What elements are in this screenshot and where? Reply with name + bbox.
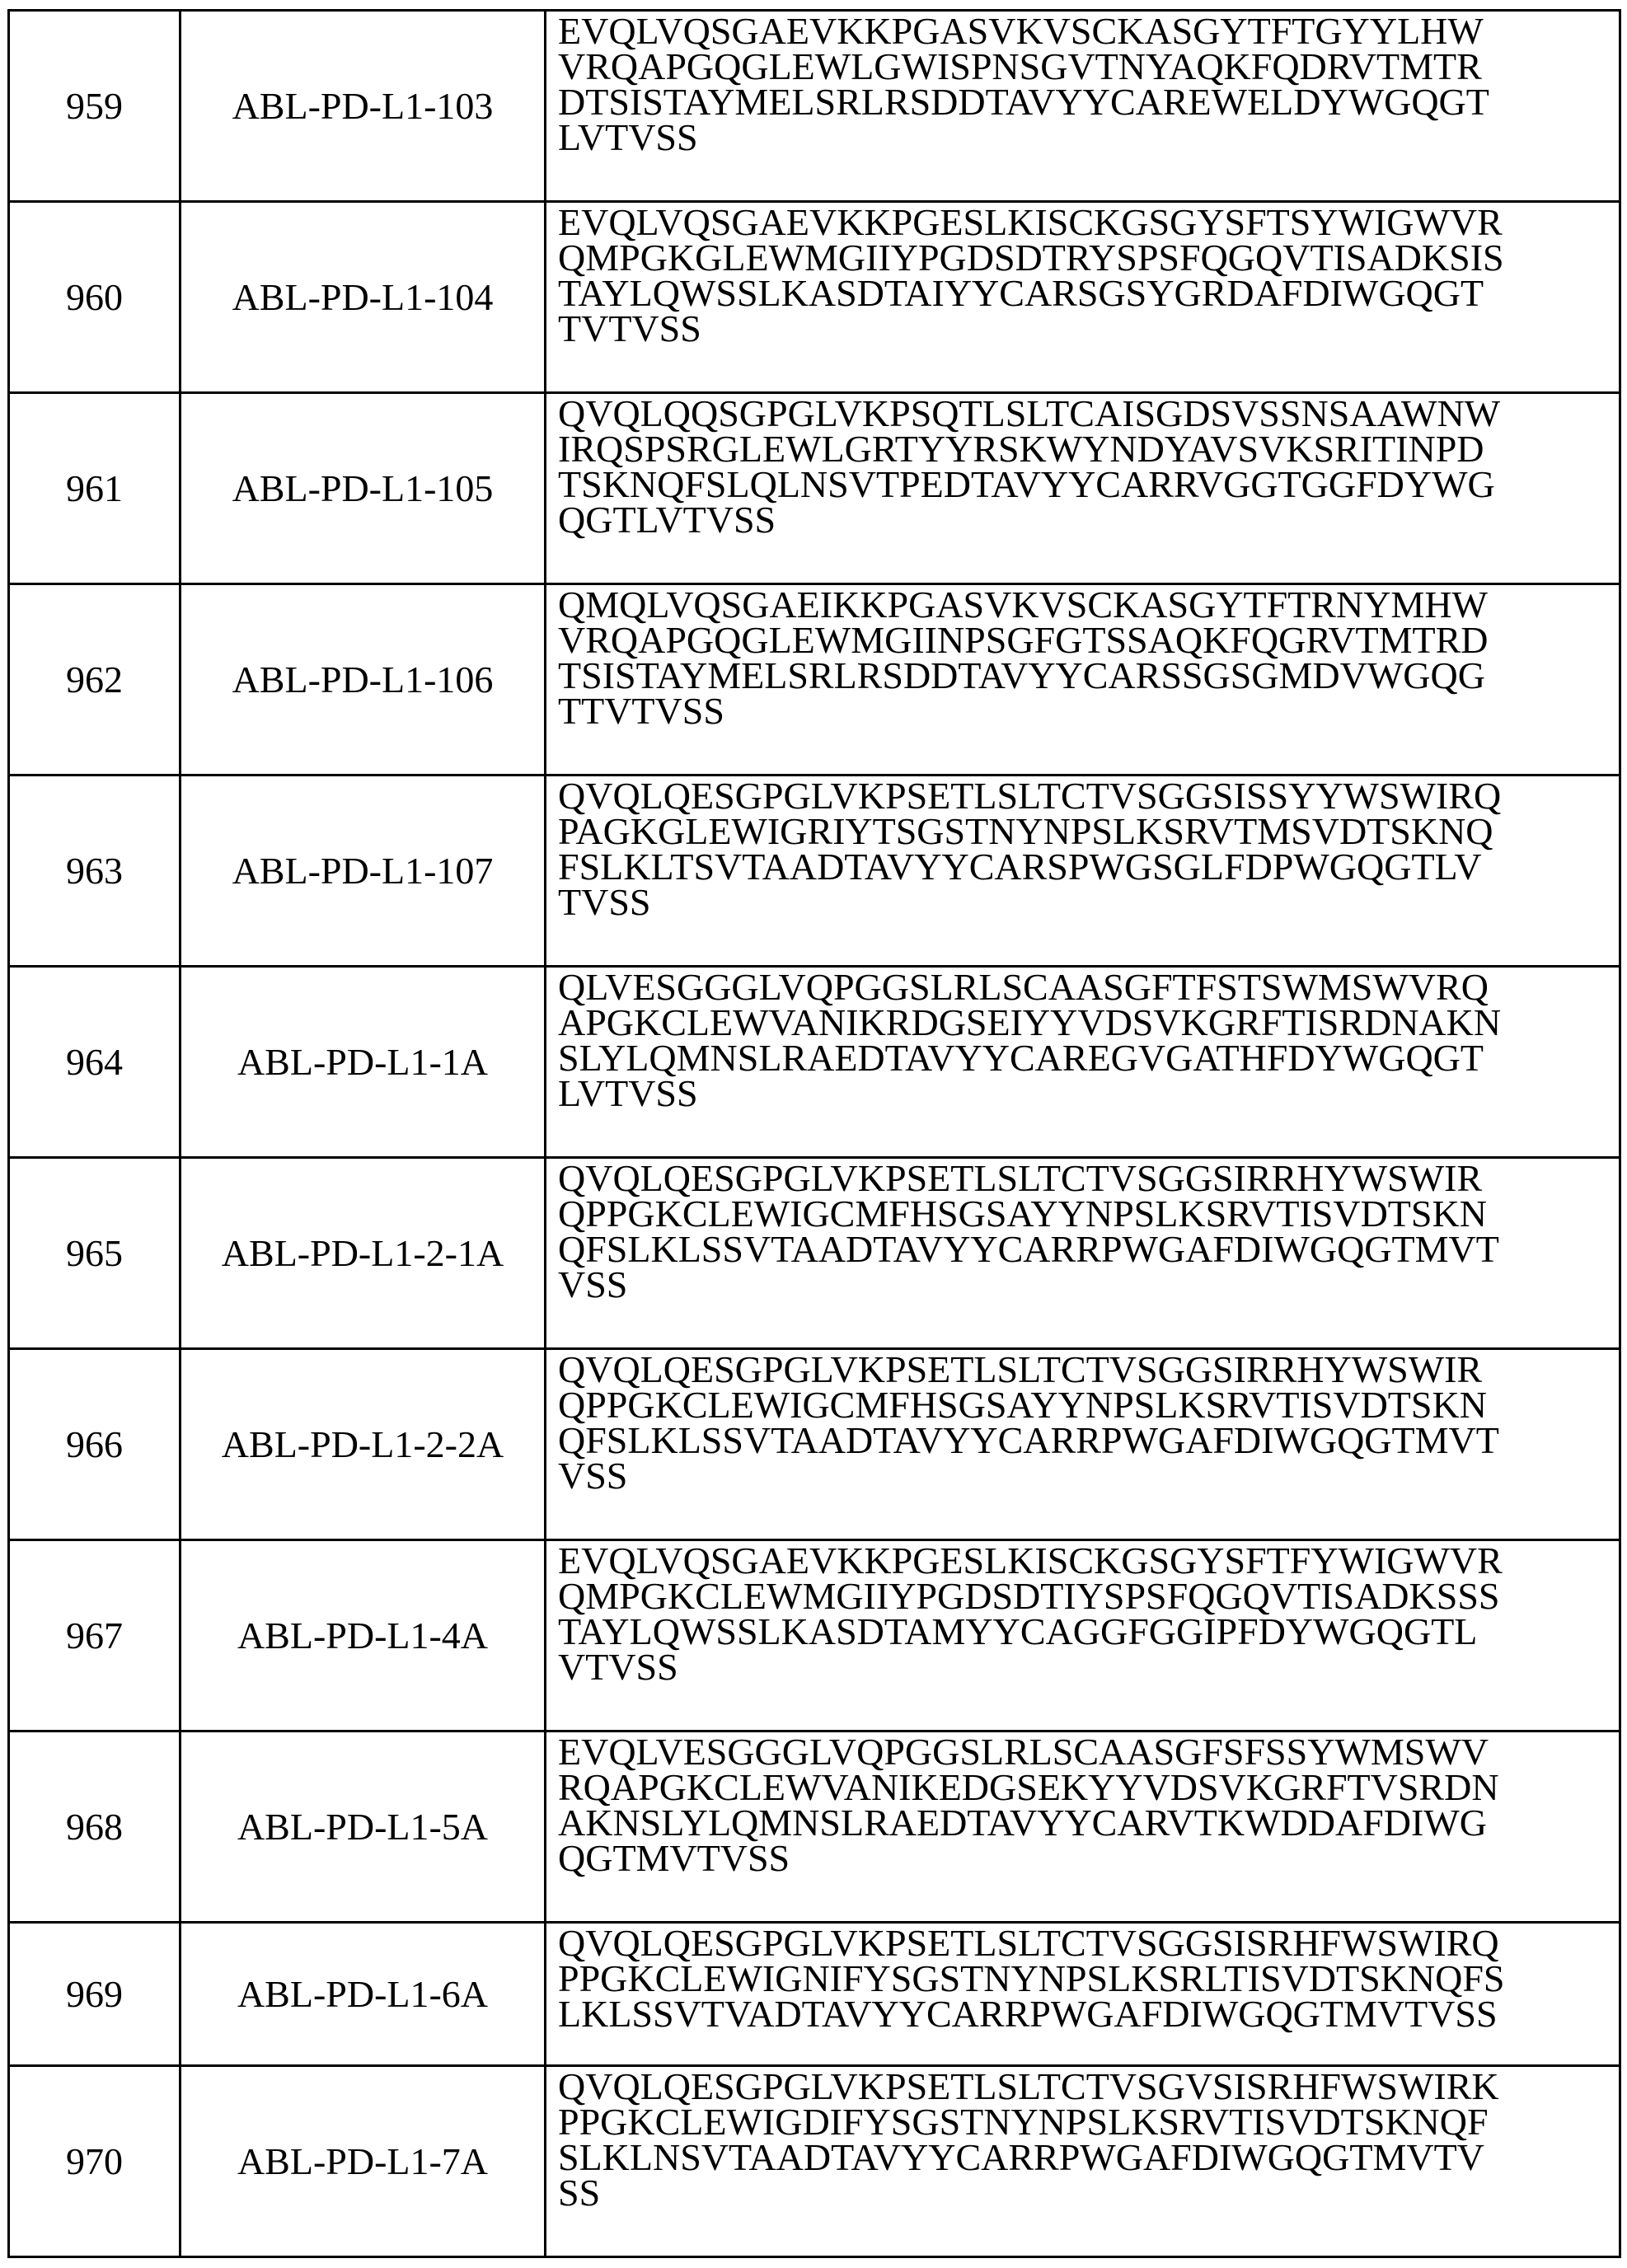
sequence-line: APGKCLEWVANIKRDGSEIYYVDSVKGRFTISRDNAKN [558, 1005, 1619, 1040]
sequence-line: TVTVSS [558, 311, 1619, 346]
sequence-line: VSS [558, 1458, 1619, 1493]
table-row [9, 11, 1620, 202]
sequence-line: TAYLQWSSLKASDTAMYYCAGGFGGIPFDYWGQGTL [558, 1614, 1619, 1649]
sequence-cell [546, 1923, 1620, 2066]
seq-id-number: 960 [9, 202, 181, 393]
sequence-line: QMPGKCLEWMGIIYPGDSDTIYSPSFQGQVTISADKSSS [558, 1578, 1619, 1614]
seq-id-number: 967 [9, 1540, 181, 1731]
sequence-line: QPPGKCLEWIGCMFHSGSAYYNPSLKSRVTISVDTSKN [558, 1196, 1619, 1231]
antibody-name: ABL-PD-L1-105 [181, 393, 546, 584]
sequence-line: VSS [558, 1267, 1619, 1302]
table-row [9, 776, 1620, 967]
sequence-line: QVQLQESGPGLVKPSETLSLTCTVSGGSISRHFWSWIRQ [558, 1925, 1619, 1961]
sequence-line: QVQLQESGPGLVKPSETLSLTCTVSGVSISRHFWSWIRK [558, 2069, 1619, 2104]
sequence-line: EVQLVQSGAEVKKPGESLKISCKGSGYSFTSYWIGWVR [558, 204, 1619, 240]
sequence-line: SLYLQMNSLRAEDTAVYYCAREGVGATHFDYWGQGT [558, 1040, 1619, 1075]
sequence-line: SS [558, 2175, 1619, 2210]
sequence-line: LKLSSVTVADTAVYYCARRPWGAFDIWGQGTMVTVSS [558, 1996, 1619, 2031]
antibody-name: ABL-PD-L1-6A [181, 1923, 546, 2066]
table-row [9, 1731, 1620, 1923]
sequence-cell [546, 1158, 1620, 1349]
antibody-name: ABL-PD-L1-1A [181, 967, 546, 1158]
sequence-line: TVSS [558, 884, 1619, 920]
table-row [9, 2066, 1620, 2257]
antibody-name: ABL-PD-L1-4A [181, 1540, 546, 1731]
sequence-line: IRQSPSRGLEWLGRTYYRSKWYNDYAVSVKSRITINPD [558, 431, 1619, 466]
sequence-line: EVQLVESGGGLVQPGGSLRLSCAASGFSFSSYWMSWV [558, 1734, 1619, 1769]
sequence-line: QPPGKCLEWIGCMFHSGSAYYNPSLKSRVTISVDTSKN [558, 1387, 1619, 1422]
sequence-cell [546, 11, 1620, 202]
seq-id-number: 968 [9, 1731, 181, 1923]
sequence-cell [546, 1349, 1620, 1540]
seq-id-number: 965 [9, 1158, 181, 1349]
table-row [9, 584, 1620, 776]
antibody-name: ABL-PD-L1-103 [181, 11, 546, 202]
sequence-line: PPGKCLEWIGNIFYSGSTNYNPSLKSRLTISVDTSKNQFS [558, 1961, 1619, 1996]
table-row [9, 393, 1620, 584]
antibody-name: ABL-PD-L1-104 [181, 202, 546, 393]
sequence-line: DTSISTAYMELSRLRSDDTAVYYCAREWELDYWGQGT [558, 84, 1619, 119]
sequence-line: QVQLQESGPGLVKPSETLSLTCTVSGGSIRRHYWSWIR [558, 1352, 1619, 1387]
sequence-line: PPGKCLEWIGDIFYSGSTNYNPSLKSRVTISVDTSKNQF [558, 2104, 1619, 2139]
sequence-line: RQAPGKCLEWVANIKEDGSEKYYVDSVKGRFTVSRDN [558, 1769, 1619, 1805]
sequence-cell [546, 584, 1620, 776]
seq-id-number: 961 [9, 393, 181, 584]
sequence-line: LVTVSS [558, 119, 1619, 155]
antibody-name: ABL-PD-L1-2-2A [181, 1349, 546, 1540]
sequence-line: QVQLQQSGPGLVKPSQTLSLTCAISGDSVSSNSAAWNW [558, 396, 1619, 431]
sequence-cell [546, 967, 1620, 1158]
sequence-line: TTVTVSS [558, 693, 1619, 729]
sequence-cell [546, 1540, 1620, 1731]
sequence-line: TSKNQFSLQLNSVTPEDTAVYYCARRVGGTGGFDYWG [558, 466, 1619, 502]
sequence-line: AKNSLYLQMNSLRAEDTAVYYCARVTKWDDAFDIWG [558, 1805, 1619, 1840]
sequence-cell [546, 2066, 1620, 2257]
sequence-cell [546, 1731, 1620, 1923]
seq-id-number: 962 [9, 584, 181, 776]
sequence-line: EVQLVQSGAEVKKPGESLKISCKGSGYSFTFYWIGWVR [558, 1543, 1619, 1578]
sequence-line: TAYLQWSSLKASDTAIYYCARSGSYGRDAFDIWGQGT [558, 275, 1619, 311]
sequence-cell [546, 393, 1620, 584]
sequence-line: VTVSS [558, 1649, 1619, 1685]
seq-id-number: 963 [9, 776, 181, 967]
sequence-line: VRQAPGQGLEWLGWISPNSGVTNYAQKFQDRVTMTR [558, 49, 1619, 84]
antibody-name: ABL-PD-L1-5A [181, 1731, 546, 1923]
table-row [9, 1158, 1620, 1349]
table-row [9, 1349, 1620, 1540]
antibody-name: ABL-PD-L1-7A [181, 2066, 546, 2257]
sequence-line: SLKLNSVTAADTAVYYCARRPWGAFDIWGQGTMVTV [558, 2139, 1619, 2175]
sequence-line: QGTMVTVSS [558, 1840, 1619, 1876]
sequence-line: VRQAPGQGLEWMGIINPSGFGTSSAQKFQGRVTMTRD [558, 622, 1619, 658]
sequence-line: EVQLVQSGAEVKKPGASVKVSCKASGYTFTGYYLHW [558, 13, 1619, 49]
table-row [9, 967, 1620, 1158]
sequence-cell [546, 776, 1620, 967]
table-row [9, 1923, 1620, 2066]
sequence-line: QVQLQESGPGLVKPSETLSLTCTVSGGSISSYYWSWIRQ [558, 778, 1619, 813]
sequence-line: FSLKLTSVTAADTAVYYCARSPWGSGLFDPWGQGTLV [558, 849, 1619, 884]
sequence-line: QMQLVQSGAEIKKPGASVKVSCKASGYTFTRNYMHW [558, 587, 1619, 622]
antibody-name: ABL-PD-L1-106 [181, 584, 546, 776]
antibody-name: ABL-PD-L1-107 [181, 776, 546, 967]
sequence-cell [546, 202, 1620, 393]
sequence-line: QFSLKLSSVTAADTAVYYCARRPWGAFDIWGQGTMVT [558, 1422, 1619, 1458]
table-row [9, 1540, 1620, 1731]
sequence-line: QGTLVTVSS [558, 502, 1619, 537]
sequence-line: LVTVSS [558, 1075, 1619, 1111]
seq-id-number: 964 [9, 967, 181, 1158]
sequence-line: QLVESGGGLVQPGGSLRLSCAASGFTFSTSWMSWVRQ [558, 969, 1619, 1005]
seq-id-number: 969 [9, 1923, 181, 2066]
sequence-table-body [9, 11, 1620, 2257]
sequence-line: TSISTAYMELSRLRSDDTAVYYCARSSGSGMDVWGQG [558, 658, 1619, 693]
seq-id-number: 959 [9, 11, 181, 202]
sequence-line: PAGKGLEWIGRIYTSGSTNYNPSLKSRVTMSVDTSKNQ [558, 813, 1619, 849]
table-row [9, 202, 1620, 393]
seq-id-number: 966 [9, 1349, 181, 1540]
sequence-table [7, 9, 1621, 2258]
seq-id-number: 970 [9, 2066, 181, 2257]
sequence-line: QMPGKGLEWMGIIYPGDSDTRYSPSFQGQVTISADKSIS [558, 240, 1619, 275]
sequence-line: QFSLKLSSVTAADTAVYYCARRPWGAFDIWGQGTMVT [558, 1231, 1619, 1267]
antibody-name: ABL-PD-L1-2-1A [181, 1158, 546, 1349]
sequence-line: QVQLQESGPGLVKPSETLSLTCTVSGGSIRRHYWSWIR [558, 1160, 1619, 1196]
